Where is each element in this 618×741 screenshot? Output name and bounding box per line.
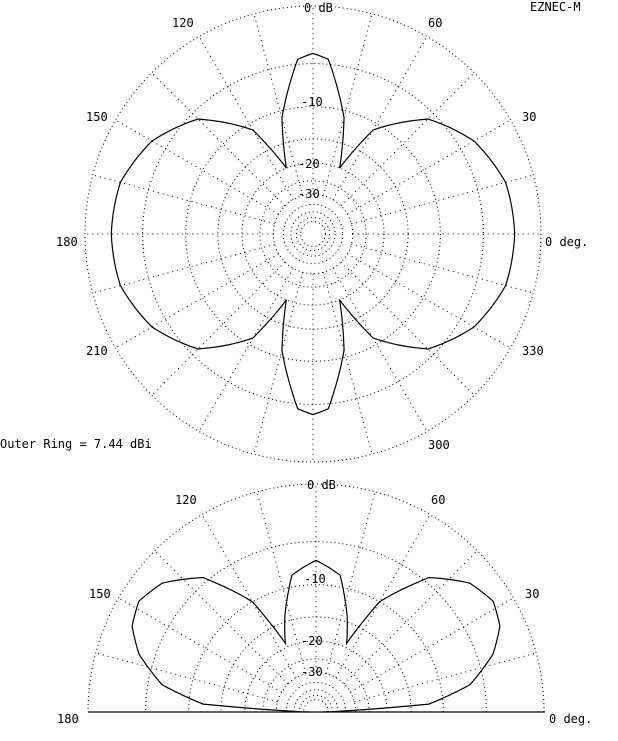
az-spoke: [254, 14, 303, 196]
el-spoke: [350, 598, 513, 692]
el-spoke: [354, 653, 536, 702]
az-ring-label-10: -10: [301, 95, 323, 109]
az-ring: [143, 64, 484, 405]
az-angle-label-210: 210: [86, 344, 108, 358]
az-spoke: [152, 73, 285, 206]
az-spoke: [347, 120, 510, 214]
az-spoke: [341, 73, 474, 206]
az-spoke: [323, 14, 372, 196]
el-ring: [304, 700, 329, 712]
el-spoke: [96, 653, 278, 702]
el-angle-label-120: 120: [175, 493, 197, 507]
az-ring: [296, 217, 329, 250]
el-ring-label-30: -30: [301, 665, 323, 679]
el-angle-label-150: 150: [89, 587, 111, 601]
az-angle-label-120: 120: [172, 16, 194, 30]
az-ring-label-0db: 0 dB: [304, 1, 333, 15]
az-ring-label-30: -30: [298, 187, 320, 201]
az-angle-label-30: 30: [522, 110, 537, 124]
az-spoke: [199, 37, 293, 200]
az-spoke: [116, 120, 279, 214]
az-angle-label-0: 0 deg.: [545, 235, 589, 249]
el-spoke: [326, 492, 375, 674]
az-ring: [301, 222, 326, 247]
az-angle-label-150: 150: [86, 110, 108, 124]
el-ring: [294, 690, 338, 712]
az-spoke: [254, 272, 303, 454]
outer-ring-note: Outer Ring = 7.44 dBi: [0, 437, 152, 451]
azimuth-grid: [85, 6, 541, 462]
az-angle-label-300: 300: [428, 438, 450, 452]
el-angle-label-60: 60: [431, 493, 446, 507]
az-ring-label-20: -20: [298, 157, 320, 171]
el-spoke: [336, 515, 430, 678]
az-spoke: [116, 254, 279, 348]
el-angle-label-30: 30: [525, 587, 540, 601]
az-spoke: [323, 272, 372, 454]
az-spoke: [333, 37, 427, 200]
az-ring: [283, 204, 342, 263]
el-ring: [189, 585, 444, 712]
el-spoke: [257, 492, 306, 674]
az-spoke: [347, 254, 510, 348]
el-ring-label-10: -10: [304, 572, 326, 586]
el-spoke: [202, 515, 296, 678]
program-label: EZNEC-M: [530, 0, 581, 14]
el-spoke: [119, 598, 282, 692]
az-spoke: [333, 268, 427, 431]
az-angle-label-60: 60: [428, 16, 443, 30]
el-ring-label-0db: 0 dB: [307, 478, 336, 492]
az-spoke: [199, 268, 293, 431]
el-ring: [299, 695, 332, 712]
az-angle-label-180: 180: [56, 235, 78, 249]
el-angle-label-180: 180: [57, 712, 79, 726]
el-ring: [286, 682, 345, 712]
el-angle-label-0: 0 deg.: [549, 712, 593, 726]
az-ring: [291, 212, 335, 256]
az-angle-label-330: 330: [522, 344, 544, 358]
az-ring: [273, 194, 352, 273]
el-ring-label-20: -20: [301, 634, 323, 648]
